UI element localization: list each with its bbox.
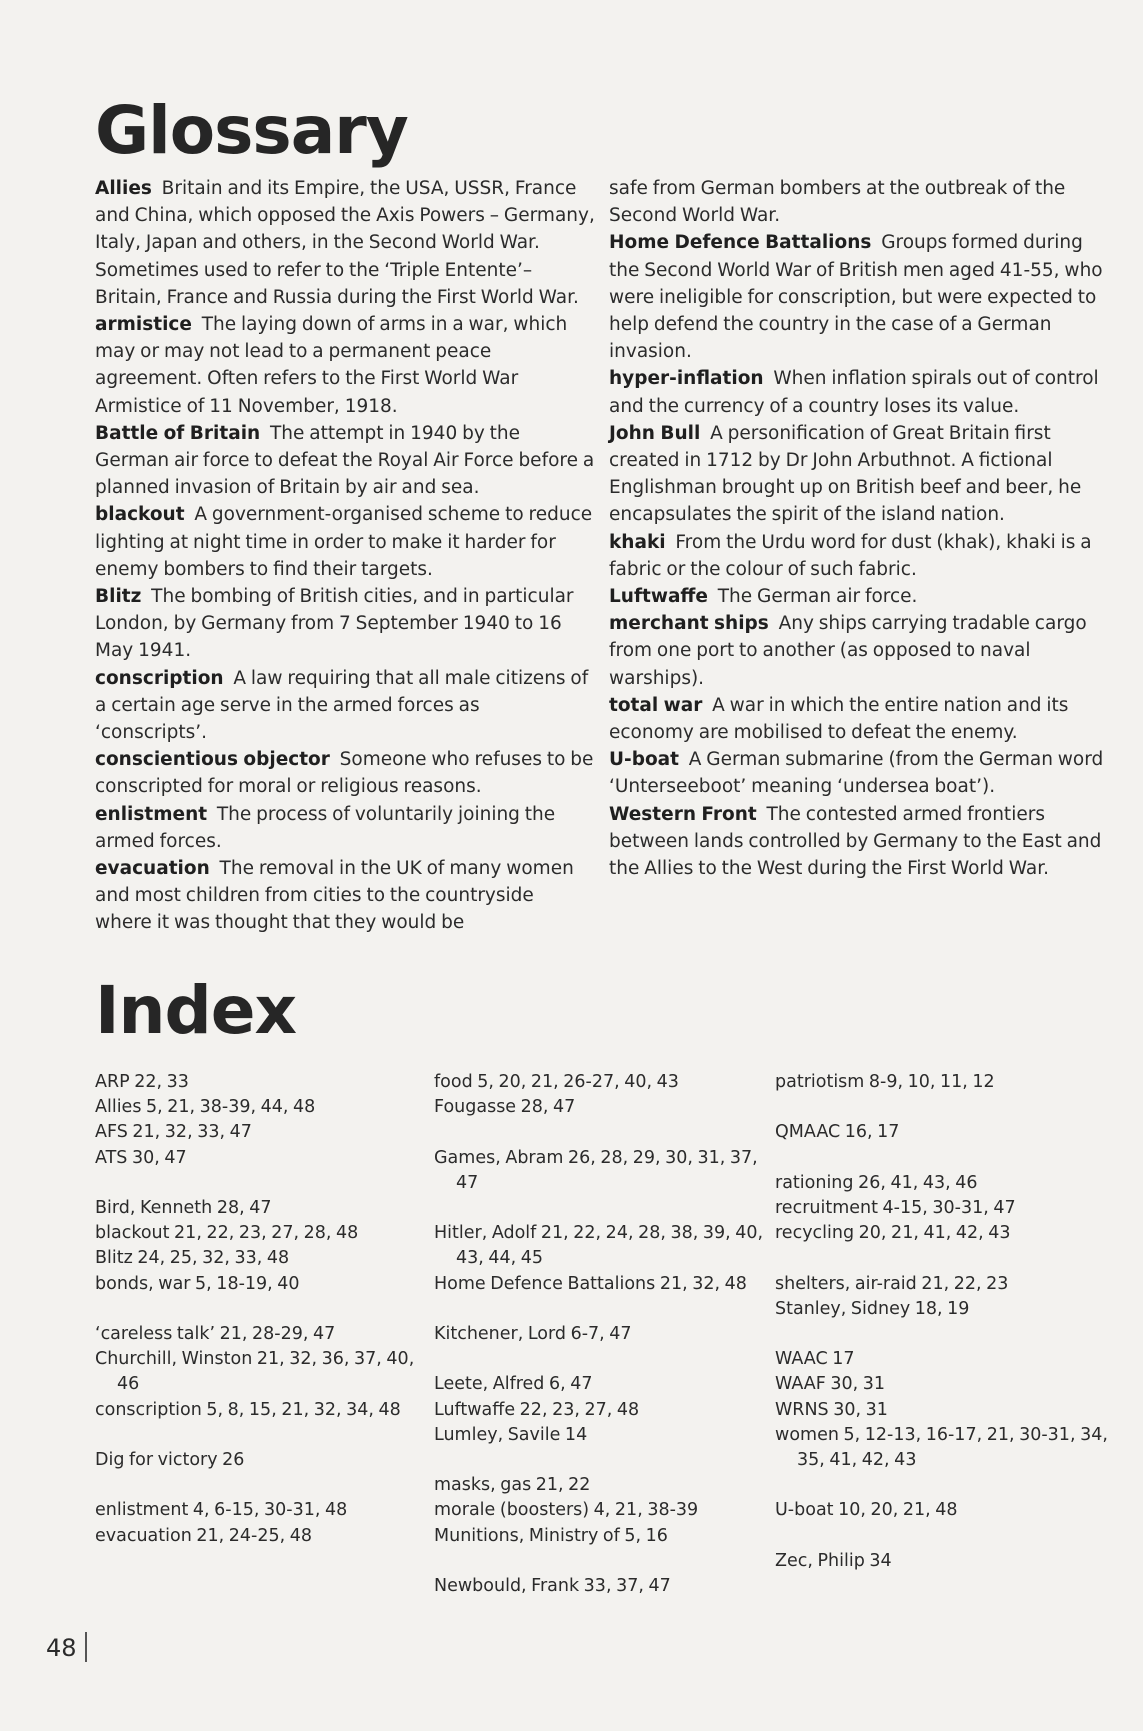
glossary-definition: A German submarine (from the German word ‘Unterseeboot’ meaning ‘undersea boat’). bbox=[609, 749, 1104, 798]
glossary-definition: safe from German bombers at the outbreak of the Second World War. bbox=[609, 178, 1066, 227]
index-heading: Index bbox=[95, 972, 297, 1049]
glossary-definition: Britain and its Empire, the USA, USSR, France and China, which opposed the Axis Powers – Germany, Italy, Japan and others, in the Second World War. Sometimes used to refer to the ‘Triple Entente’– Britain, France and Russia during the First World War. bbox=[95, 178, 595, 308]
index-letter-group bbox=[434, 1146, 774, 1196]
glossary-term: hyper-inflation bbox=[609, 368, 764, 390]
glossary-term: U-boat bbox=[609, 749, 679, 771]
index-entry: Munitions, Ministry of 5, 16 bbox=[434, 1525, 668, 1546]
page-number: 48 bbox=[46, 1634, 77, 1662]
index-letter-group bbox=[775, 1272, 1115, 1322]
index-entry: conscription 5, 8, 15, 21, 32, 34, 48 bbox=[95, 1399, 401, 1420]
glossary-column-right bbox=[609, 175, 1104, 882]
glossary-entry bbox=[95, 801, 595, 855]
index-letter-group bbox=[775, 1171, 1115, 1247]
glossary-definition: The bombing of British cities, and in particular London, by Germany from 7 September 1940 to 16 May 1941. bbox=[95, 586, 574, 662]
glossary-entry bbox=[95, 665, 595, 747]
index-entry: evacuation 21, 24-25, 48 bbox=[95, 1525, 313, 1546]
index-letter-group bbox=[775, 1120, 1115, 1145]
index-letter-group bbox=[434, 1070, 774, 1120]
glossary-heading: Glossary bbox=[95, 92, 408, 169]
index-entry: Leete, Alfred 6, 47 bbox=[434, 1374, 593, 1395]
index-entry: patriotism 8-9, 10, 11, 12 bbox=[775, 1072, 995, 1092]
index-entry: QMAAC 16, 17 bbox=[775, 1122, 900, 1143]
index-entry: women 5, 12-13, 16-17, 21, 30-31, 34, 35, 41, 42, 43 bbox=[775, 1424, 1108, 1470]
glossary-entry bbox=[609, 175, 1104, 229]
glossary-entry bbox=[95, 855, 595, 937]
glossary-term: armistice bbox=[95, 314, 192, 336]
glossary-entry bbox=[609, 529, 1104, 583]
glossary-definition: The attempt in 1940 by the German air force to defeat the Royal Air Force before a planned invasion of Britain by air and sea. bbox=[95, 422, 595, 499]
index-entry: Hitler, Adolf 21, 22, 24, 28, 38, 39, 40, 43, 44, 45 bbox=[434, 1223, 764, 1269]
glossary-definition: Someone who refuses to be conscripted for moral or religious reasons. bbox=[95, 749, 594, 798]
glossary-term: Battle of Britain bbox=[95, 422, 261, 444]
glossary-definition: The process of voluntarily joining the armed forces. bbox=[95, 803, 556, 852]
glossary-definition: A government-organised scheme to reduce lighting at night time in order to make it harder for enemy bombers to find their targets. bbox=[95, 504, 593, 580]
index-letter-group bbox=[434, 1473, 774, 1549]
glossary-definition: A law requiring that all male citizens of a certain age serve in the armed forces as ‘conscripts’. bbox=[95, 667, 589, 744]
index-entry: food 5, 20, 21, 26-27, 40, 43 bbox=[434, 1072, 679, 1092]
index-entry: ‘careless talk’ 21, 28-29, 47 bbox=[95, 1324, 336, 1344]
index-letter-group bbox=[434, 1221, 774, 1297]
index-entry: Allies 5, 21, 38-39, 44, 48 bbox=[95, 1097, 316, 1118]
index-entry: WRNS 30, 31 bbox=[775, 1399, 888, 1420]
glossary-definition: From the Urdu word for dust (khak), khaki is a fabric or the colour of such fabric. bbox=[609, 531, 1092, 580]
glossary-entry bbox=[95, 311, 595, 420]
index-entry: Fougasse 28, 47 bbox=[434, 1097, 576, 1118]
glossary-entry bbox=[609, 692, 1104, 746]
glossary-entry bbox=[609, 801, 1104, 883]
index-letter-group bbox=[434, 1322, 774, 1347]
index-entry: ARP 22, 33 bbox=[95, 1072, 189, 1092]
glossary-definition: Any ships carrying tradable cargo from one port to another (as opposed to naval warships). bbox=[609, 613, 1087, 689]
index-entry: Zec, Philip 34 bbox=[775, 1550, 892, 1571]
glossary-definition: Groups formed during the Second World War of British men aged 41-55, who were ineligible for conscription, but were expected to help defend the country in the case of a German invasion. bbox=[609, 232, 1103, 363]
index-entry: Lumley, Savile 14 bbox=[434, 1424, 588, 1445]
glossary-entry bbox=[609, 229, 1104, 365]
glossary-entry bbox=[609, 610, 1104, 692]
index-entry: Churchill, Winston 21, 32, 36, 37, 40, 46 bbox=[95, 1349, 415, 1395]
glossary-entry bbox=[609, 746, 1104, 800]
index-letter-group bbox=[775, 1347, 1115, 1473]
index-entry: U-boat 10, 20, 21, 48 bbox=[775, 1500, 958, 1521]
index-entry: blackout 21, 22, 23, 27, 28, 48 bbox=[95, 1223, 359, 1244]
index-entry: ATS 30, 47 bbox=[95, 1147, 187, 1168]
index-entry: rationing 26, 41, 43, 46 bbox=[775, 1172, 978, 1193]
glossary-term: Blitz bbox=[95, 586, 142, 608]
glossary-term: Home Defence Battalions bbox=[609, 232, 872, 254]
index-entry: Kitchener, Lord 6-7, 47 bbox=[434, 1323, 632, 1344]
index-column-1 bbox=[95, 1070, 415, 1574]
glossary-term: merchant ships bbox=[609, 613, 769, 635]
glossary-term: John Bull bbox=[609, 422, 701, 444]
index-entry: Blitz 24, 25, 32, 33, 48 bbox=[95, 1248, 290, 1269]
glossary-term: evacuation bbox=[95, 858, 210, 880]
index-column-3 bbox=[775, 1070, 1115, 1599]
glossary-definition: The contested armed frontiers between lands controlled by Germany to the East and the Allies to the West during the First World War. bbox=[609, 803, 1102, 880]
index-entry: shelters, air-raid 21, 22, 23 bbox=[775, 1273, 1009, 1294]
glossary-term: Allies bbox=[95, 178, 152, 199]
glossary-entry bbox=[95, 746, 595, 800]
index-entry: Bird, Kenneth 28, 47 bbox=[95, 1198, 272, 1218]
index-entry: masks, gas 21, 22 bbox=[434, 1475, 591, 1496]
glossary-term: khaki bbox=[609, 531, 666, 553]
glossary-term: Western Front bbox=[609, 803, 757, 825]
glossary-entry bbox=[95, 175, 595, 311]
index-entry: Stanley, Sidney 18, 19 bbox=[775, 1298, 970, 1319]
index-letter-group bbox=[95, 1196, 415, 1297]
index-column-2 bbox=[434, 1070, 774, 1624]
index-entry: Home Defence Battalions 21, 32, 48 bbox=[434, 1273, 747, 1294]
glossary-entry bbox=[95, 501, 595, 583]
index-entry: Luftwaffe 22, 23, 27, 48 bbox=[434, 1399, 640, 1420]
index-letter-group bbox=[775, 1070, 1115, 1095]
index-letter-group bbox=[95, 1498, 415, 1548]
index-entry: Dig for victory 26 bbox=[95, 1450, 245, 1470]
index-entry: Games, Abram 26, 28, 29, 30, 31, 37, 47 bbox=[434, 1147, 758, 1193]
index-letter-group bbox=[434, 1574, 774, 1599]
index-entry: AFS 21, 32, 33, 47 bbox=[95, 1122, 252, 1143]
glossary-column-left bbox=[95, 175, 595, 937]
index-entry: recycling 20, 21, 41, 42, 43 bbox=[775, 1223, 1011, 1244]
glossary-entry bbox=[95, 583, 595, 665]
index-letter-group bbox=[95, 1322, 415, 1423]
index-entry: WAAF 30, 31 bbox=[775, 1374, 886, 1395]
index-entry: Newbould, Frank 33, 37, 47 bbox=[434, 1575, 671, 1596]
index-entry: enlistment 4, 6-15, 30-31, 48 bbox=[95, 1500, 348, 1521]
glossary-definition: When inflation spirals out of control and the currency of a country loses its value. bbox=[609, 368, 1099, 417]
glossary-definition: The removal in the UK of many women and most children from cities to the countryside where it was thought that they would be bbox=[95, 858, 574, 934]
index-entry: morale (boosters) 4, 21, 38-39 bbox=[434, 1500, 699, 1521]
glossary-term: total war bbox=[609, 694, 703, 716]
index-entry: recruitment 4-15, 30-31, 47 bbox=[775, 1197, 1016, 1218]
glossary-definition: A personification of Great Britain first created in 1712 by Dr John Arbuthnot. A fictional Englishman brought up on British beef and beer, he encapsulates the spirit of the island nation. bbox=[609, 422, 1082, 526]
index-letter-group bbox=[95, 1448, 415, 1473]
glossary-entry bbox=[95, 420, 595, 502]
index-entry: WAAC 17 bbox=[775, 1349, 855, 1370]
glossary-term: Luftwaffe bbox=[609, 586, 708, 608]
glossary-definition: The laying down of arms in a war, which may or may not lead to a permanent peace agreement. Often refers to the First World War Armistice of 11 November, 1918. bbox=[95, 314, 568, 417]
index-letter-group bbox=[775, 1498, 1115, 1523]
index-letter-group bbox=[95, 1070, 415, 1171]
glossary-entry bbox=[609, 583, 1104, 610]
glossary-definition: The German air force. bbox=[717, 586, 918, 608]
glossary-definition: A war in which the entire nation and its economy are mobilised to defeat the enemy. bbox=[609, 694, 1069, 744]
index-letter-group bbox=[775, 1549, 1115, 1574]
glossary-term: blackout bbox=[95, 504, 185, 526]
page-number-divider bbox=[85, 1632, 87, 1662]
glossary-term: enlistment bbox=[95, 803, 208, 825]
glossary-entry bbox=[609, 420, 1104, 529]
glossary-term: conscription bbox=[95, 667, 224, 689]
glossary-entry bbox=[609, 365, 1104, 419]
index-letter-group bbox=[434, 1372, 774, 1448]
index-entry: bonds, war 5, 18-19, 40 bbox=[95, 1273, 300, 1294]
glossary-term: conscientious objector bbox=[95, 749, 330, 771]
